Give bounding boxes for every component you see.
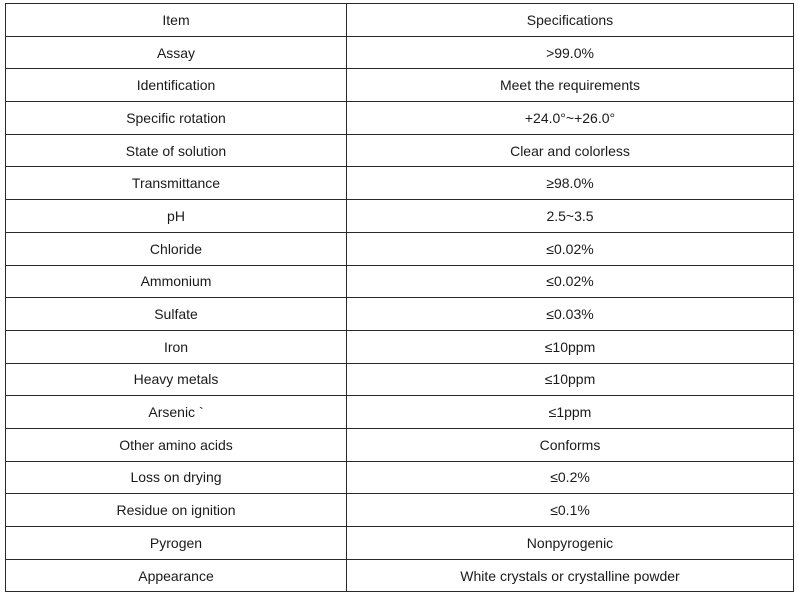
item-cell: Ammonium <box>6 265 347 298</box>
item-cell: Assay <box>6 36 347 69</box>
item-cell: Iron <box>6 330 347 363</box>
table-row <box>6 330 794 363</box>
table-row <box>6 69 794 102</box>
specification-cell: 2.5~3.5 <box>347 200 794 233</box>
specification-cell: Meet the requirements <box>347 69 794 102</box>
specification-cell: ≤0.03% <box>347 298 794 331</box>
item-cell: Transmittance <box>6 167 347 200</box>
specification-cell: ≤10ppm <box>347 330 794 363</box>
item-cell: Heavy metals <box>6 363 347 396</box>
specification-cell: ≤0.2% <box>347 461 794 494</box>
item-cell: Identification <box>6 69 347 102</box>
specification-cell: ≤10ppm <box>347 363 794 396</box>
item-cell: Appearance <box>6 559 347 592</box>
table-row <box>6 527 794 560</box>
table-row <box>6 232 794 265</box>
specification-cell: White crystals or crystalline powder <box>347 559 794 592</box>
table-row <box>6 461 794 494</box>
specification-cell: Clear and colorless <box>347 134 794 167</box>
table-row <box>6 494 794 527</box>
specification-cell: ≤0.02% <box>347 232 794 265</box>
table-row <box>6 428 794 461</box>
item-cell: Pyrogen <box>6 527 347 560</box>
header-specification: Specifications <box>347 4 794 37</box>
specification-cell: ≤0.1% <box>347 494 794 527</box>
item-cell: Other amino acids <box>6 428 347 461</box>
table-row <box>6 265 794 298</box>
table-row <box>6 102 794 135</box>
header-item: Item <box>6 4 347 37</box>
specification-cell: ≥98.0% <box>347 167 794 200</box>
table-row <box>6 298 794 331</box>
table-header-row <box>6 4 794 37</box>
item-cell: Arsenic ` <box>6 396 347 429</box>
specification-cell: Nonpyrogenic <box>347 527 794 560</box>
specification-cell: +24.0°~+26.0° <box>347 102 794 135</box>
specification-cell: Conforms <box>347 428 794 461</box>
item-cell: Residue on ignition <box>6 494 347 527</box>
item-cell: Specific rotation <box>6 102 347 135</box>
table-row <box>6 134 794 167</box>
specification-cell: ≤1ppm <box>347 396 794 429</box>
item-cell: Chloride <box>6 232 347 265</box>
item-cell: State of solution <box>6 134 347 167</box>
table-row <box>6 36 794 69</box>
item-cell: Loss on drying <box>6 461 347 494</box>
item-cell: Sulfate <box>6 298 347 331</box>
table-row <box>6 200 794 233</box>
table-row <box>6 363 794 396</box>
specification-cell: ≤0.02% <box>347 265 794 298</box>
table-row <box>6 396 794 429</box>
table-row <box>6 559 794 592</box>
specification-table <box>5 3 794 592</box>
table-row <box>6 167 794 200</box>
item-cell: pH <box>6 200 347 233</box>
specification-cell: >99.0% <box>347 36 794 69</box>
